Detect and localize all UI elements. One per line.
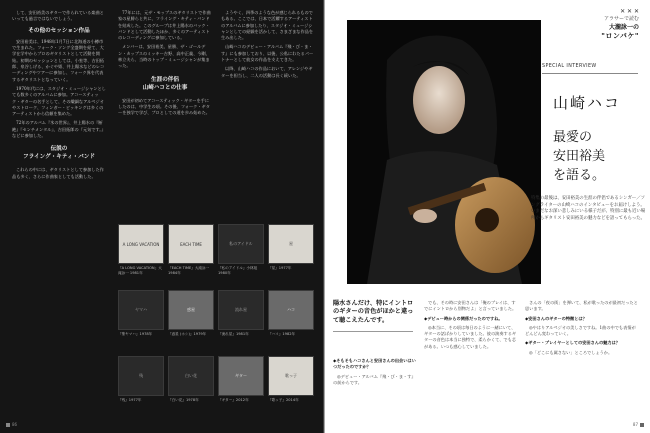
heading-line: 山崎ハコとの仕事 — [142, 84, 188, 91]
interview-question: ◆デビュー時からの関係だったのですね。 — [424, 315, 503, 321]
album-caption: 『A LONG VACATION』大滝詠一 1981年 — [118, 266, 162, 275]
heading-line: フライング・キティ・バンド — [23, 154, 95, 161]
album-cover: ハコ — [268, 290, 314, 330]
interview-answer: ◎「どこにも属さない」ところでしょうか。 — [529, 349, 613, 355]
interview-question: ◆ギター・プレイヤーとしての安田さんの魅力は？ — [525, 340, 620, 346]
album-item — [118, 290, 164, 337]
album-cover: 歌っ子 — [268, 356, 314, 396]
title-line: を語る。 — [553, 168, 606, 183]
heading-line: 伝説の — [50, 146, 68, 153]
album-caption: 『聖ヤマハ』1978年 — [118, 332, 153, 336]
album-caption: 『ハコ』1982年 — [268, 332, 296, 336]
series-logo-line: "ロンバケ" — [601, 32, 639, 40]
interview-answer: ◎やはりアルペジオの美しさですね。1曲の中でも表情がどんどん変わっていく。 — [525, 324, 636, 337]
page-number-left — [6, 422, 17, 427]
interviewee-name: 山崎ハコ — [553, 94, 622, 112]
album-cover: 白い花 — [168, 356, 214, 396]
interview-question: ◆そもそもハコさんと安田さんの出会いはいつだったのですか？ — [333, 358, 416, 370]
bird-decoration-icon: ✕ ✕ ✕ — [620, 8, 639, 15]
album-caption: 『EACH TIME』大滝詠一 1984年 — [168, 266, 210, 275]
column-text: 72年のアルバム『氷の世界』、井上陽水の『断絶』『センチメンタル』、吉田拓郎の『元気です。』などに参加した。 — [12, 120, 106, 139]
interview-answer: さんの「夜の街」を弾いて、私が歌ったのが最初だったと思います。 — [525, 300, 638, 312]
album-item — [268, 224, 314, 271]
kicker-rule — [542, 73, 638, 74]
column-text: 1970年代には、スタジオ・ミュージシャンとしても数多くのアルバムに参加。アコースティック・ギターの名手として、その繊細なアルペジオやストローク、フィンガー・ピッキングは多くのアーティストから信頼を集めた。 — [12, 85, 106, 117]
album-caption: 『ギター』2012年 — [218, 398, 249, 402]
album-item — [168, 224, 214, 276]
column-text: ようやく、四季のような色が感じられるものでもある。ここでは、日本で活躍するアーティストのアルバムに参加したり、スタジオ・ミュージシャンとしての経験を活かして、さまざまな作品を生み出した。 — [221, 10, 314, 41]
column-text: して、安田裕美のギターで作られている楽曲といっても過言ではないでしょう。 — [12, 10, 104, 22]
album-cover: A LONG VACATION — [118, 224, 164, 264]
pull-quote-rule — [333, 331, 413, 332]
interview-answer: ◎本当に、その頃は毎日のように一緒にいて、ギターの話ばかりしていました。彼の演奏するギターの音色は本当に独特で、柔らかくて、でも芯がある。いつも感心していました。 — [424, 324, 517, 349]
album-item — [168, 356, 214, 403]
album-item — [218, 224, 264, 276]
section-heading-flying-kitty-band — [12, 145, 106, 161]
article-column-3 — [221, 10, 315, 220]
album-caption: 『残』1977年 — [118, 398, 142, 402]
album-item — [268, 356, 314, 403]
interview-answer: でも、その時に安田さんは「俺のプレイは、すでにイントロから別物だよ」と言っていました。 — [424, 300, 517, 312]
column-text: 以降、山崎ハコの作品において、アレンジやギターを担当し、二人の活動は長く続いた。 — [221, 66, 313, 78]
special-interview-kicker: SPECIAL INTERVIEW — [542, 64, 597, 69]
column-text: 安田が初めてアコースティック・ギターを手にしたのは、中学生の頃。その後、フォーク・ギターを独学で学び、プロとしての道を歩み始めた。 — [118, 97, 210, 116]
album-caption: 『惑星 (ホシ)』1979年 — [168, 332, 207, 336]
album-cover: 星 — [268, 224, 314, 264]
album-caption: 『星』1977年 — [268, 266, 292, 270]
page-marker-icon — [640, 423, 644, 427]
album-item — [168, 290, 214, 337]
album-caption: 『歌っ子』2014年 — [268, 398, 299, 402]
article-column-2 — [118, 10, 212, 220]
album-item — [218, 290, 264, 337]
page-number-text: 86 — [12, 422, 18, 427]
pull-quote: 陽水さんだけ、特にイントロのギターの音色がほかと違って聴こえたんです。 — [333, 300, 414, 324]
series-logo — [547, 8, 639, 54]
column-text: 安田裕美は、1948年1月7日に北海道の小樽市で生まれた。フォーク・ソング全盛期を経て、大学在学中からプロのギタリストとして活動を開始。初期のセッションとしては、小室等、吉田拓郎、泉谷しげる、かぐや姫、井上陽水などのレコーディングやツアーに参加し、フォーク界を代表するギタリストとなっていく。 — [12, 38, 105, 82]
album-cover: 残 — [118, 356, 164, 396]
discography-grid — [118, 224, 318, 424]
section-heading-sessions: その他のセッション作品 — [28, 27, 90, 34]
album-cover: 流れ星 — [218, 290, 264, 330]
interview-question: ◆安田さんのギターの特徴とは？ — [525, 315, 587, 321]
lead-paragraph: 特集の最後は、安田裕美の生涯の伴侶であるシンガー／ソングライターの山崎ハコのインタビューをお届けしよう。いまだなお深い悲しみにいる様子だが、特別に最も近い場所からギタリスト安田裕美の魅力などを語ってもらった。 — [531, 196, 646, 221]
article-title — [553, 128, 605, 185]
album-item — [118, 356, 164, 403]
interview-answer: ◎デビュー・アルバム『飛・び・ま・す』の前からです。 — [333, 373, 416, 385]
album-cover: 私のアイドル — [218, 224, 264, 264]
page-number-right — [633, 422, 644, 427]
heading-line: 生涯の伴侶 — [151, 76, 179, 83]
series-logo-line: 大瀧詠一の — [608, 24, 639, 31]
album-item — [118, 224, 164, 276]
album-caption: 『私のアイドル』小林旭 1980年 — [218, 266, 258, 275]
album-caption: 『白い花』1978年 — [168, 398, 199, 402]
column-text: 山崎ハコのデビュー・アルバム『飛・び・ま・す』にも参加しており、以後、公私にわたるパートナーとして彼女の作品を支えてきた。 — [221, 44, 314, 63]
album-item — [218, 356, 264, 403]
portrait-illustration — [347, 20, 541, 284]
album-cover: 惑星 — [168, 290, 214, 330]
page-number-text: 87 — [632, 422, 638, 427]
column-text: メンバーは、安田裕美、星勝、ザ・ゴールデン・カップスのミッキー吉野、高中正義、今剛、林立夫ら、当時のトップ・ミュージシャンが集まった。 — [118, 44, 210, 69]
title-line: 最愛の — [553, 130, 593, 145]
section-heading-partner — [118, 76, 212, 92]
article-column-1 — [12, 10, 106, 422]
column-text: 77年には、元ザ・モップスのギタリストで作曲家の星勝らと共に、フライング・キティ・バンドを結成した。このグループは井上陽水のバック・バンドとして活動したほか、多くのアーティストのレコーディングに参加している。 — [118, 10, 211, 41]
interview-column-2 — [525, 300, 639, 422]
right-page — [325, 0, 650, 433]
interview-column-0 — [333, 358, 417, 422]
series-logo-line: アラサーで読む — [603, 16, 639, 22]
title-line: 安田裕美 — [553, 149, 606, 164]
album-caption: 『流れ星』1981年 — [218, 332, 249, 336]
album-cover: ヤマハ — [118, 290, 164, 330]
column-text: これらの中には、ギタリストとして参加した作品も多く、さらに作曲家としても活動した。 — [12, 167, 104, 179]
portrait-photo — [347, 20, 541, 284]
interview-column-1 — [424, 300, 518, 422]
page-marker-icon — [6, 423, 10, 427]
album-cover: EACH TIME — [168, 224, 214, 264]
album-cover: ギター — [218, 356, 264, 396]
album-item — [268, 290, 314, 337]
